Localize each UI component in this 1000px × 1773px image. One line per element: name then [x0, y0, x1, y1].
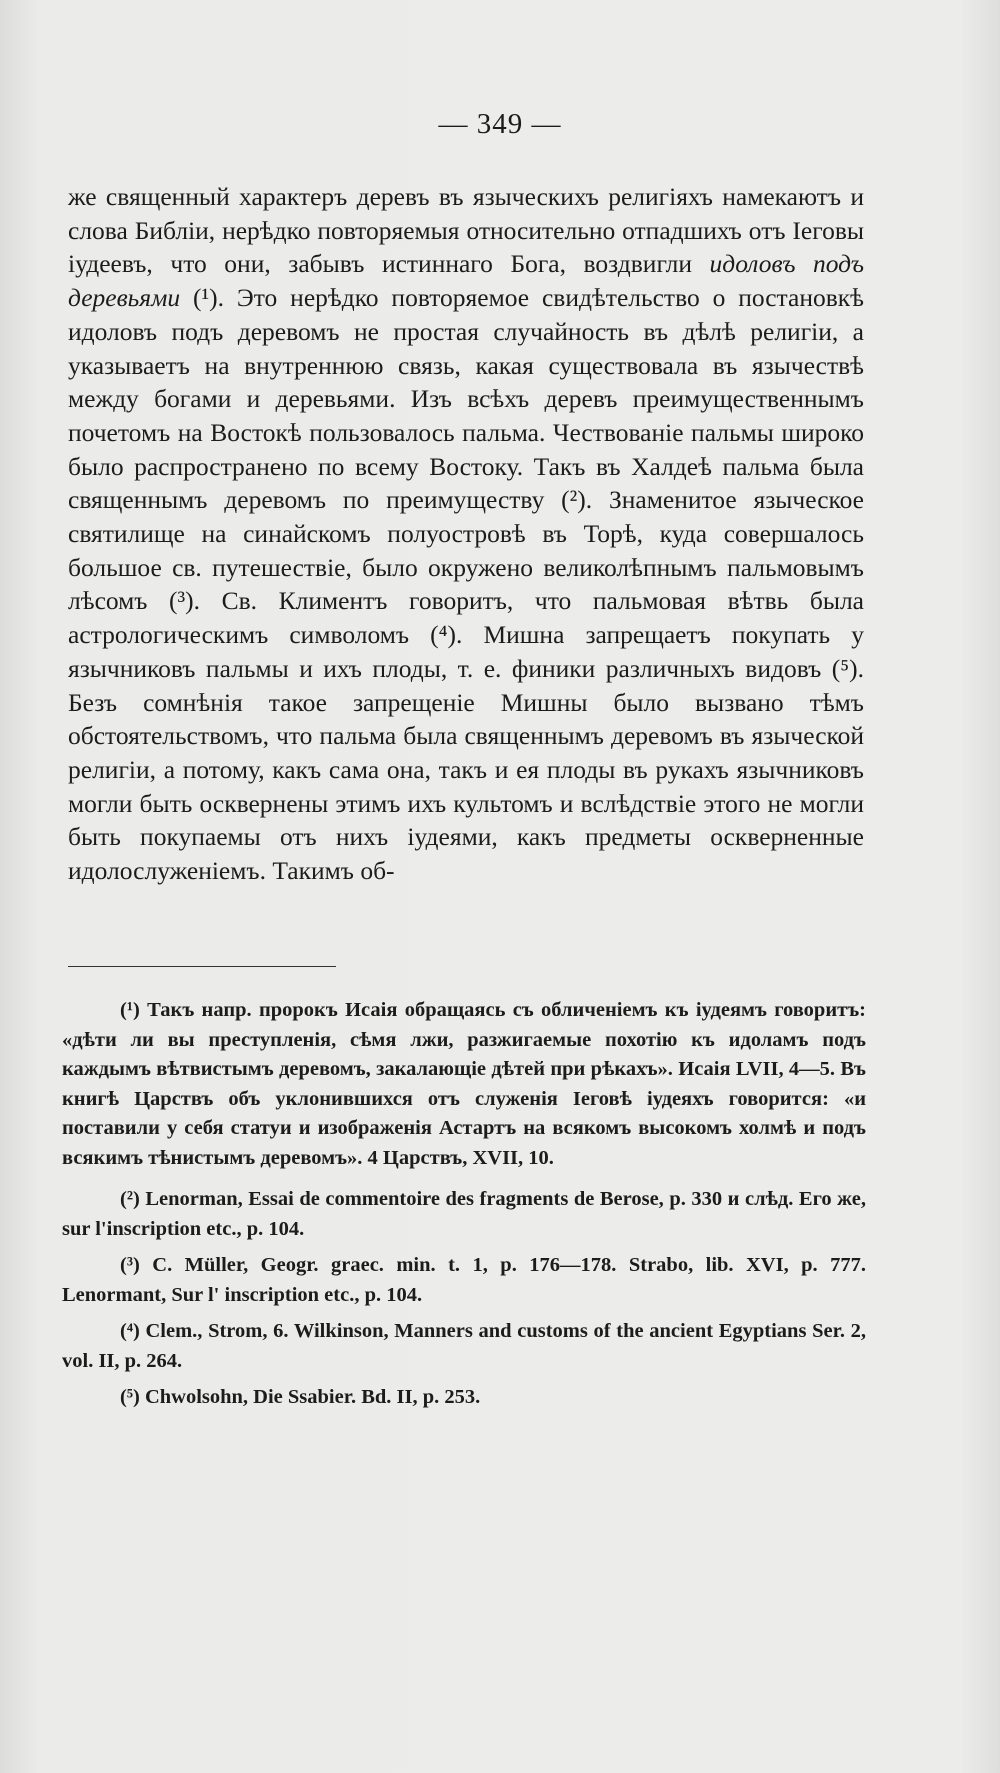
- footnote-text: C. Müller, Geogr. graec. min. t. 1, p. 176—178. Strabo, lib. XVI, p. 777. Lenormant, Sur l' inscription etc., p. 104.: [62, 1254, 867, 1306]
- paragraph-text-rest: (¹). Это нерѣдко повторяемое свидѣтельство о постановкѣ идоловъ подъ деревомъ не простая случайность въ дѣлѣ религіи, а указываетъ на внутреннюю связь, какая существовала въ язычествѣ между богами и деревьями. Изъ всѣхъ деревъ преимущественнымъ почетомъ на Востокѣ пользовалось пальма. Чествованіе пальмы широко было распространено по всему Востоку. Такъ въ Халдеѣ пальма была священнымъ деревомъ по преимуществу (²). Знаменитое языческое святилище на синайскомъ полуостровѣ въ Торѣ, куда совершалось большое св. путешествіе, было окружено великолѣпнымъ пальмовымъ лѣсомъ (³). Св. Климентъ говоритъ, что пальмовая вѣтвь была астрологическимъ символомъ (⁴). Мишна запрещаетъ покупать у язычниковъ пальмы и ихъ плоды, т. е. финики различныхъ видовъ (⁵). Безъ сомнѣнія такое запрещеніе Мишны было вызвано тѣмъ обстоятельствомъ, что пальма была священнымъ деревомъ въ языческой религіи, а потому, какъ сама она, такъ и ея плоды въ рукахъ язычниковъ могли быть осквернены этимъ ихъ культомъ и вслѣдствіе этого не могли быть покупаемы отъ нихъ іудеями, какъ предметы оскверненные идолослуженіемъ. Такимъ об-: [68, 283, 864, 886]
- page-number: — 349 —: [438, 108, 562, 140]
- footnote-1: [62, 996, 866, 1173]
- footnote-4: [62, 1317, 866, 1376]
- paragraph-text-start: же священный характеръ деревъ въ языческихъ религіяхъ намекаютъ и слова Библіи, нерѣдко повторяемыя относительно отпадшихъ отъ Іеговы іудеевъ, что они, забывъ истиннаго Бога, воздвигли: [68, 182, 864, 279]
- italic-phrase: идоловъ подъ деревьями: [68, 249, 864, 313]
- footnote-text: Lenorman, Essai de commentoire des fragments de Berose, p. 330 и слѣд. Его же, sur l'inscription etc., p. 104.: [62, 1188, 866, 1240]
- footnote-divider: [68, 966, 336, 967]
- footnote-marker: (¹): [120, 999, 140, 1021]
- main-paragraph: [68, 180, 864, 888]
- footnote-marker: (⁵): [120, 1386, 140, 1408]
- footnote-marker: (²): [120, 1188, 140, 1210]
- footnote-2: [62, 1185, 866, 1244]
- footnote-text: Такъ напр. пророкъ Исаія обращаясь съ обличеніемъ къ іудеямъ говоритъ: «дѣти ли вы преступленія, сѣмя лжи, разжигаемые похотію къ идоламъ подъ каждымъ вѣтвистымъ деревомъ, закалающіе дѣтей при рѣкахъ». Исаія LVII, 4—5. Въ книгѣ Царствъ объ уклонившихся отъ служенія Іеговѣ іудеяхъ говорится: «и поставили у себя статуи и изображенія Астартъ на всякомъ высокомъ холмѣ и подъ всякимъ тѣнистымъ деревомъ». 4 Царствъ, XVII, 10.: [62, 999, 866, 1169]
- footnote-5: [62, 1383, 866, 1413]
- footnote-text: Chwolsohn, Die Ssabier. Bd. II, p. 253.: [144, 1386, 481, 1408]
- footnotes: [62, 996, 866, 1420]
- footnote-3: [62, 1251, 866, 1310]
- footnote-marker: (⁴): [120, 1320, 140, 1342]
- footnote-marker: (³): [120, 1254, 140, 1276]
- footnote-text: Clem., Strom, 6. Wilkinson, Manners and customs of the ancient Egyptians Ser. 2, vol. II, p. 264.: [62, 1320, 866, 1372]
